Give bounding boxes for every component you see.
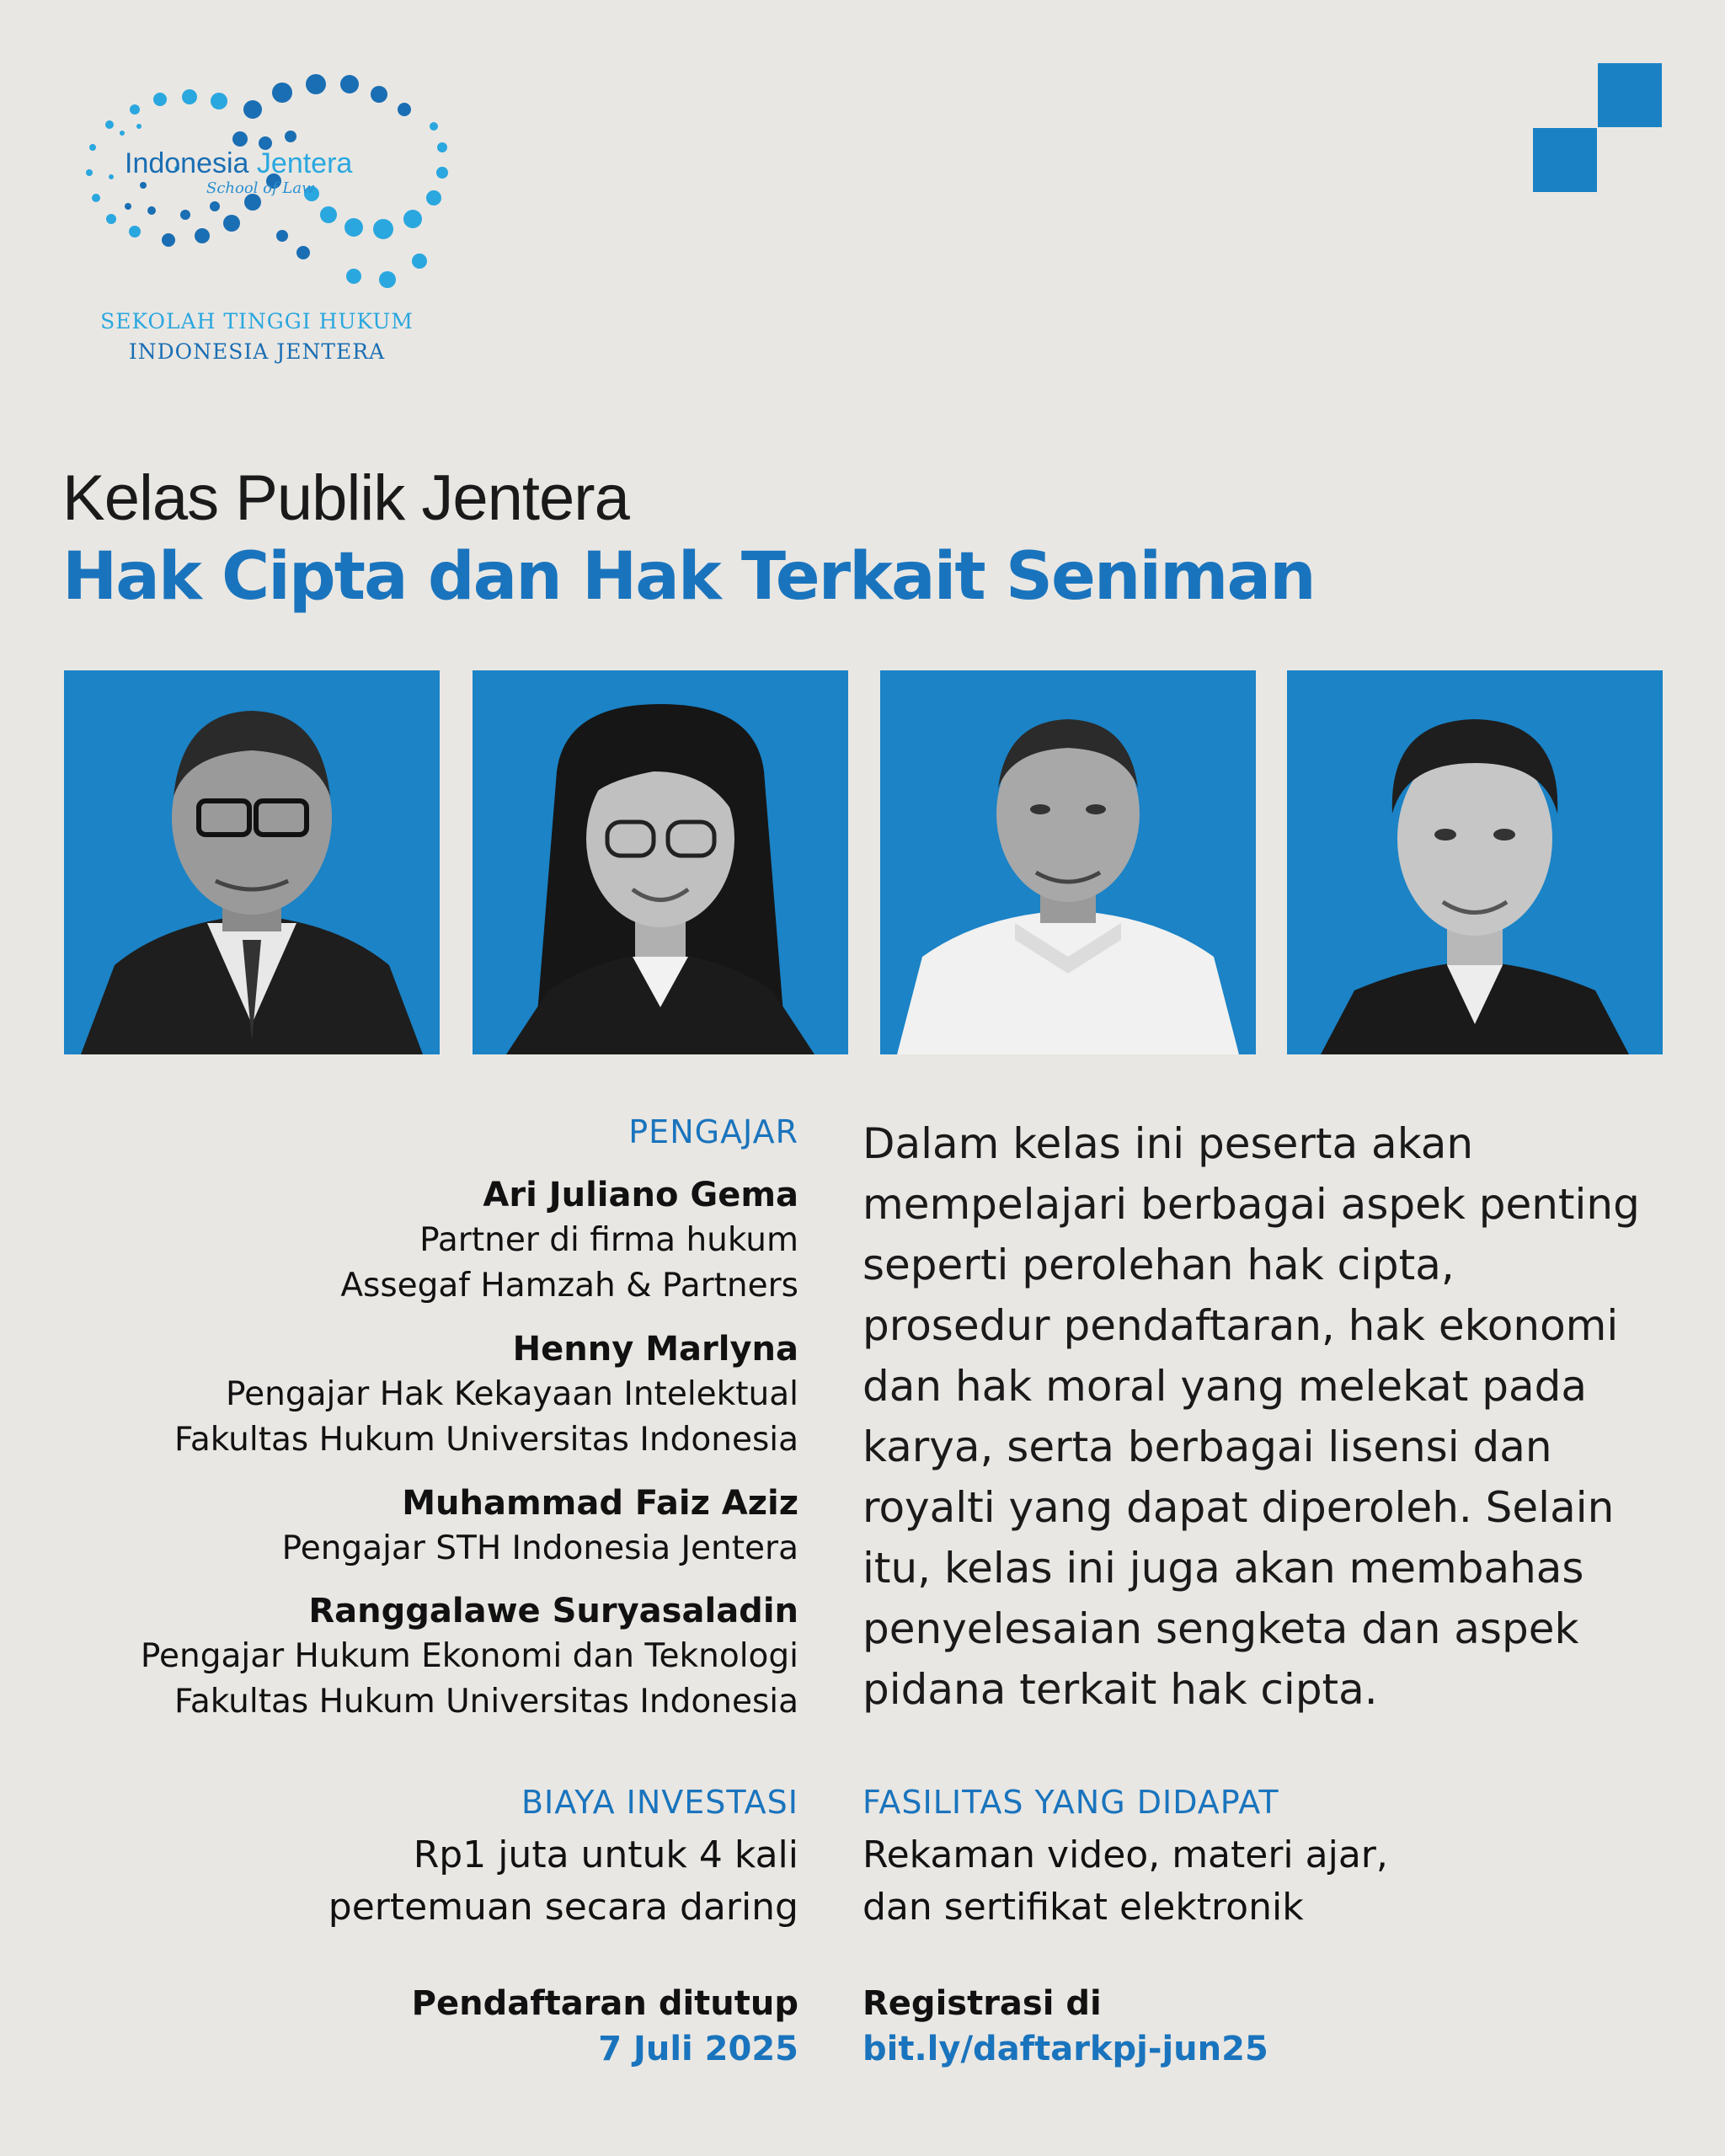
facilities-line-2: dan sertifikat elektronik bbox=[862, 1886, 1304, 1929]
speaker-name: Muhammad Faiz Aziz bbox=[402, 1484, 798, 1523]
speaker-entry bbox=[282, 1481, 798, 1572]
investment-line-1: Rp1 juta untuk 4 kali bbox=[413, 1833, 798, 1876]
investment-line-2: pertemuan secara daring bbox=[328, 1886, 798, 1929]
registration-block bbox=[862, 1981, 1268, 2072]
speaker-role: Pengajar Hukum Ekonomi dan Teknologi bbox=[140, 1637, 798, 1675]
course-description: Dalam kelas ini peserta akan mempelajari berbagai aspek penting seperti perolehan hak cipta, prosedur pendaftaran, hak ekonomi dan hak moral yang melekat pada karya, serta berbagai lisensi dan royalti yang dapat diperoleh. Selain itu, kelas ini juga akan membahas penyelesaian sengketa dan aspek pidana terkait hak cipta. bbox=[862, 1119, 1640, 1714]
registration-label: Registrasi di bbox=[862, 1984, 1102, 2023]
school-logo bbox=[59, 59, 455, 364]
speaker-name: Ari Juliano Gema bbox=[483, 1176, 798, 1214]
speaker-photo-1 bbox=[64, 670, 440, 1054]
logo-name-b: Jentera bbox=[256, 147, 353, 179]
speaker-affiliation: Fakultas Hukum Universitas Indonesia bbox=[174, 1421, 798, 1459]
speaker-role: Pengajar Hak Kekayaan Intelektual bbox=[226, 1375, 798, 1413]
speaker-entry bbox=[340, 1172, 798, 1309]
speaker-entry bbox=[174, 1326, 798, 1463]
speaker-photo-3 bbox=[880, 670, 1256, 1054]
corner-squares-icon bbox=[1533, 63, 1664, 194]
investment-details bbox=[328, 1829, 798, 1934]
speaker-name: Henny Marlyna bbox=[512, 1330, 798, 1369]
speaker-role: Partner di firma hukum bbox=[419, 1221, 798, 1259]
logo-tagline: School of Law bbox=[206, 179, 315, 197]
speaker-entry bbox=[141, 1588, 798, 1725]
logo-line-2: INDONESIA JENTERA bbox=[128, 339, 386, 364]
facilities-line-1: Rekaman video, materi ajar, bbox=[862, 1833, 1388, 1876]
speaker-photo-2 bbox=[473, 670, 848, 1054]
page-title: Hak Cipta dan Hak Terkait Seniman bbox=[62, 539, 1315, 615]
speaker-photo-4 bbox=[1287, 670, 1663, 1054]
speaker-affiliation: Assegaf Hamzah & Partners bbox=[340, 1267, 798, 1305]
speaker-affiliation: Fakultas Hukum Universitas Indonesia bbox=[174, 1683, 798, 1721]
speakers-label: PENGAJAR bbox=[628, 1113, 798, 1150]
speaker-role: Pengajar STH Indonesia Jentera bbox=[281, 1529, 798, 1567]
facilities-details bbox=[862, 1829, 1388, 1934]
logo-wordmark bbox=[125, 147, 445, 180]
deadline-label: Pendaftaran ditutup bbox=[411, 1984, 798, 2023]
registration-link[interactable]: bit.ly/daftarkpj-jun25 bbox=[862, 2030, 1268, 2068]
investment-label: BIAYA INVESTASI bbox=[521, 1784, 798, 1821]
page-eyebrow: Kelas Publik Jentera bbox=[62, 462, 629, 534]
deadline-block bbox=[412, 1981, 798, 2072]
facilities-label: FASILITAS YANG DIDAPAT bbox=[862, 1784, 1279, 1821]
logo-line-1: SEKOLAH TINGGI HUKUM bbox=[100, 309, 414, 334]
deadline-date: 7 Juli 2025 bbox=[598, 2030, 798, 2068]
speaker-name: Ranggalawe Suryasaladin bbox=[308, 1592, 798, 1630]
logo-name-a: Indonesia bbox=[125, 147, 249, 179]
